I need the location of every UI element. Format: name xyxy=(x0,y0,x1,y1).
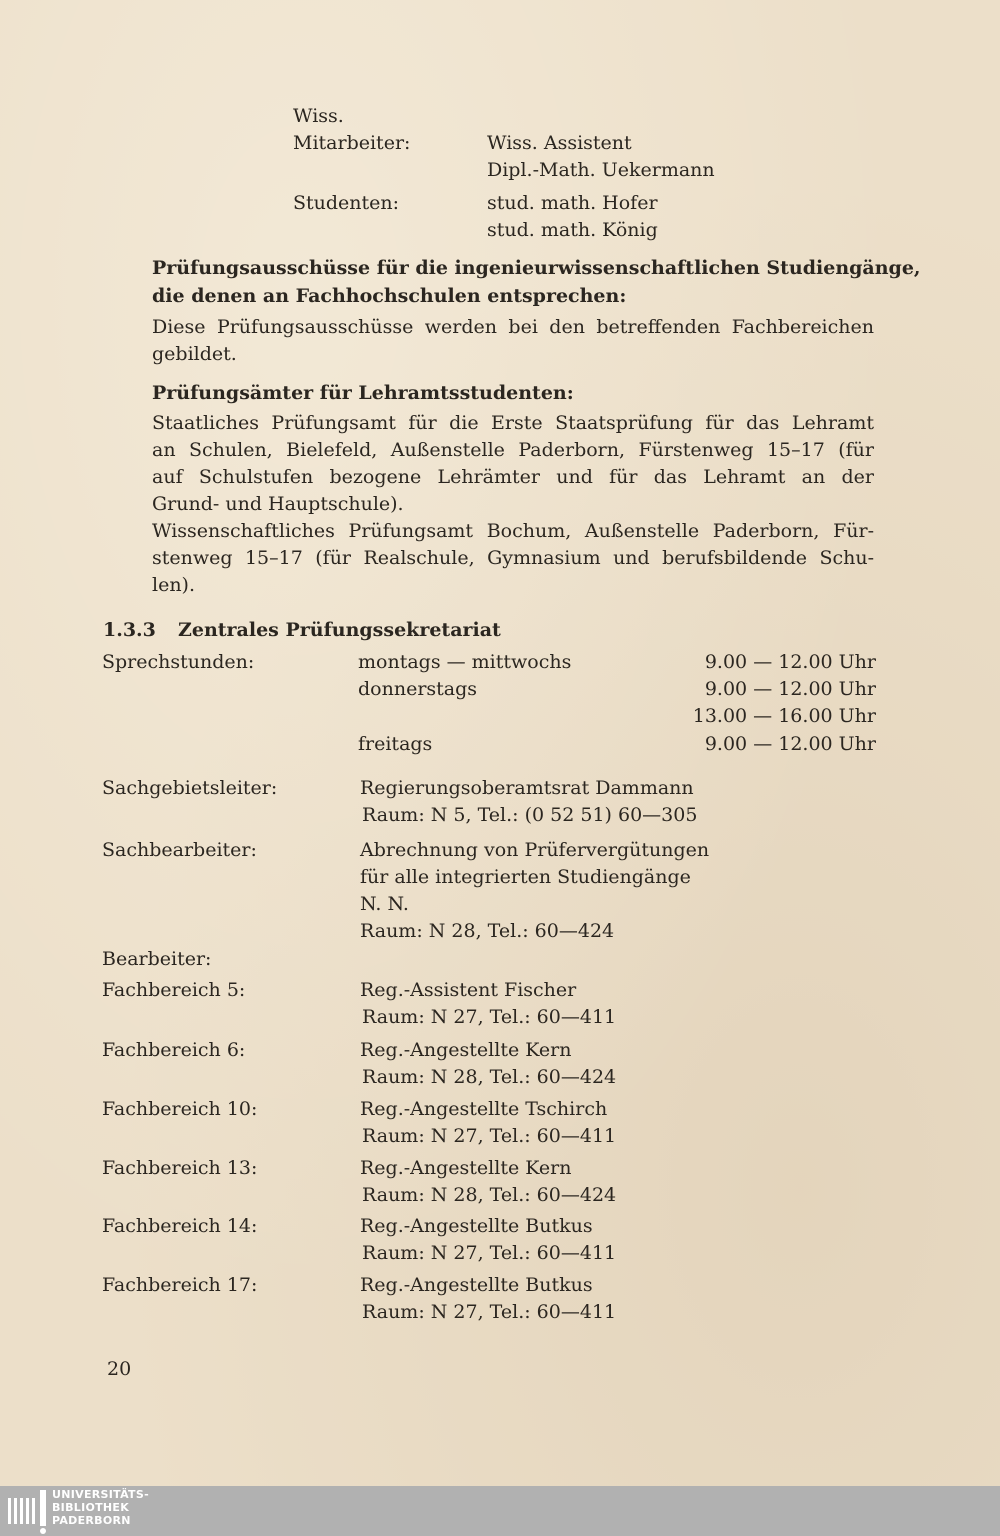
fachbereich-room: Raum: N 28, Tel.: 60—424 xyxy=(362,1066,617,1088)
sachbearbeiter-line: N. N. xyxy=(360,893,409,915)
fachbereich-room: Raum: N 28, Tel.: 60—424 xyxy=(362,1184,617,1206)
section-title: Zentrales Prüfungssekretariat xyxy=(178,619,501,641)
fachbereich-room: Raum: N 27, Tel.: 60—411 xyxy=(362,1125,617,1147)
hours-time: 13.00 — 16.00 Uhr xyxy=(692,705,876,727)
sachgebietsleiter-label: Sachgebietsleiter: xyxy=(102,777,278,799)
mitarbeiter-label: Mitarbeiter: xyxy=(293,132,411,154)
sachbearbeiter-line: Abrechnung von Prüfervergütungen xyxy=(360,839,710,861)
wiss-label: Wiss. xyxy=(293,105,344,127)
sachbearbeiter-line: Raum: N 28, Tel.: 60—424 xyxy=(360,920,615,942)
paragraph-line: len). xyxy=(152,574,196,596)
section-heading: die denen an Fachhochschulen entsprechen: xyxy=(152,285,627,307)
hours-day: freitags xyxy=(358,733,433,755)
paragraph-line: stenweg 15–17 (für Realschule, Gymnasium und berufsbildende Schu- xyxy=(152,547,874,569)
hours-day: montags — mittwochs xyxy=(358,651,572,673)
studenten-line: stud. math. Hofer xyxy=(487,192,658,214)
studenten-line: stud. math. König xyxy=(487,219,658,241)
mitarbeiter-line: Wiss. Assistent xyxy=(487,132,632,154)
logo-line: UNIVERSITÄTS- xyxy=(52,1488,149,1501)
fachbereich-room: Raum: N 27, Tel.: 60—411 xyxy=(362,1006,617,1028)
library-logo-icon xyxy=(4,1486,50,1536)
fachbereich-name: Reg.-Angestellte Butkus xyxy=(360,1215,593,1237)
paragraph-line: Wissenschaftliches Prüfungsamt Bochum, Außenstelle Paderborn, Für- xyxy=(152,520,874,542)
fachbereich-label: Fachbereich 6: xyxy=(102,1039,246,1061)
paragraph-line: an Schulen, Bielefeld, Außenstelle Paderborn, Fürstenweg 15–17 (für xyxy=(152,439,874,461)
paragraph-line: auf Schulstufen bezogene Lehrämter und für das Lehramt an der xyxy=(152,466,874,488)
fachbereich-room: Raum: N 27, Tel.: 60—411 xyxy=(362,1242,617,1264)
logo-line: BIBLIOTHEK xyxy=(52,1501,130,1514)
fachbereich-label: Fachbereich 17: xyxy=(102,1274,258,1296)
paragraph-line: Staatliches Prüfungsamt für die Erste Staatsprüfung für das Lehramt xyxy=(152,412,874,434)
fachbereich-label: Fachbereich 10: xyxy=(102,1098,258,1120)
fachbereich-name: Reg.-Angestellte Kern xyxy=(360,1039,572,1061)
section-number: 1.3.3 xyxy=(103,619,156,641)
bearbeiter-label: Bearbeiter: xyxy=(102,948,212,970)
sprechstunden-label: Sprechstunden: xyxy=(102,651,255,673)
hours-time: 9.00 — 12.00 Uhr xyxy=(704,651,876,673)
ing-paragraph xyxy=(152,314,874,368)
fachbereich-label: Fachbereich 13: xyxy=(102,1157,258,1179)
studenten-label: Studenten: xyxy=(293,192,400,214)
library-footer xyxy=(0,1486,1000,1536)
fachbereich-name: Reg.-Angestellte Kern xyxy=(360,1157,572,1179)
hours-time: 9.00 — 12.00 Uhr xyxy=(704,678,876,700)
section-heading: Prüfungsausschüsse für die ingenieurwissenschaftlichen Studiengänge, xyxy=(152,257,921,279)
lehramt-paragraph-2 xyxy=(152,518,874,599)
logo-line: PADERBORN xyxy=(52,1514,131,1527)
sachbearbeiter-line: für alle integrierten Studiengänge xyxy=(360,866,691,888)
sachgebietsleiter-line: Regierungsoberamtsrat Dammann xyxy=(360,777,694,799)
lehramt-paragraph-1 xyxy=(152,410,874,518)
fachbereich-room: Raum: N 27, Tel.: 60—411 xyxy=(362,1301,617,1323)
hours-day: donnerstags xyxy=(358,678,478,700)
sachbearbeiter-label: Sachbearbeiter: xyxy=(102,839,257,861)
fachbereich-name: Reg.-Angestellte Tschirch xyxy=(360,1098,608,1120)
fachbereich-label: Fachbereich 14: xyxy=(102,1215,258,1237)
fachbereich-label: Fachbereich 5: xyxy=(102,979,246,1001)
paragraph-line: Diese Prüfungsausschüsse werden bei den betreffenden Fachbereichen xyxy=(152,316,874,338)
sachgebietsleiter-line: Raum: N 5, Tel.: (0 52 51) 60—305 xyxy=(362,804,698,826)
paragraph-line: Grund- und Hauptschule). xyxy=(152,493,404,515)
library-logo-text xyxy=(52,1488,202,1527)
hours-time: 9.00 — 12.00 Uhr xyxy=(704,733,876,755)
mitarbeiter-line: Dipl.-Math. Uekermann xyxy=(487,159,715,181)
paragraph-line: gebildet. xyxy=(152,343,237,365)
fachbereich-name: Reg.-Angestellte Butkus xyxy=(360,1274,593,1296)
fachbereich-name: Reg.-Assistent Fischer xyxy=(360,979,577,1001)
page-number: 20 xyxy=(107,1358,132,1380)
section-heading: Prüfungsämter für Lehramtsstudenten: xyxy=(152,382,574,404)
